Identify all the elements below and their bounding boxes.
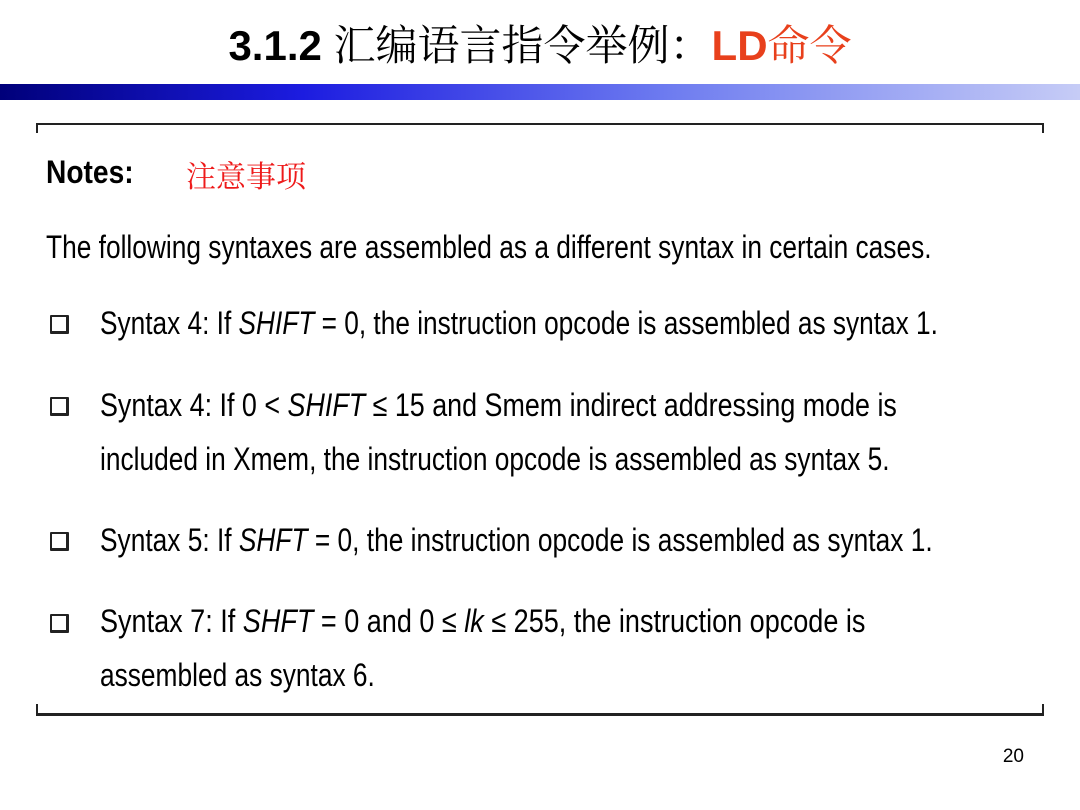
slide-title (0, 16, 1080, 76)
notes-heading: Notes: (46, 154, 134, 190)
notes-heading-chinese: 注意事项 (186, 160, 306, 195)
checkbox-icon (50, 532, 69, 551)
title-chinese: 汇编语言指令举例： (333, 21, 712, 70)
note-item-4-line-1 (100, 594, 865, 648)
note-text: = 0 and 0 ≤ (313, 603, 465, 639)
checkbox-icon (50, 397, 69, 416)
note-text: ≤ 255, the instruction opcode is (483, 603, 866, 639)
note-text: Syntax 5: If (100, 522, 239, 558)
notes-intro: The following syntaxes are assembled as a different syntax in certain cases. (46, 229, 932, 265)
note-text: Syntax 4: If 0 < (100, 387, 288, 423)
note-italic-term: SHIFT (238, 305, 315, 341)
note-text: assembled as syntax 6. (100, 657, 375, 693)
note-item-4-line-2 (100, 648, 375, 702)
note-italic-term: lk (464, 603, 484, 639)
note-italic-term: SHFT (242, 603, 314, 639)
notes-frame-top (36, 123, 1044, 133)
note-italic-term: SHFT (238, 522, 308, 558)
note-item-3 (100, 513, 933, 567)
notes-frame-bottom (36, 704, 1044, 716)
note-text: = 0, the instruction opcode is assembled as syntax 1. (314, 305, 938, 341)
note-text: Syntax 4: If (100, 305, 239, 341)
note-item-2-line-1 (100, 378, 897, 432)
page-number: 20 (1002, 746, 1024, 767)
checkbox-icon (50, 315, 69, 334)
note-text: Syntax 7: If (100, 603, 243, 639)
note-italic-term: SHIFT (287, 387, 366, 423)
note-item-1 (100, 296, 938, 350)
title-underline-bar (0, 84, 1080, 100)
note-text: = 0, the instruction opcode is assembled as syntax 1. (307, 522, 933, 558)
note-text: included in Xmem, the instruction opcode is assembled as syntax 5. (100, 441, 890, 477)
checkbox-icon (50, 614, 69, 633)
title-number: 3.1.2 (228, 22, 334, 69)
title-accent: LD (711, 22, 768, 69)
title-accent-chinese: 命令 (767, 21, 852, 70)
note-item-2-line-2 (100, 432, 890, 486)
note-text: ≤ 15 and Smem indirect addressing mode is (365, 387, 897, 423)
